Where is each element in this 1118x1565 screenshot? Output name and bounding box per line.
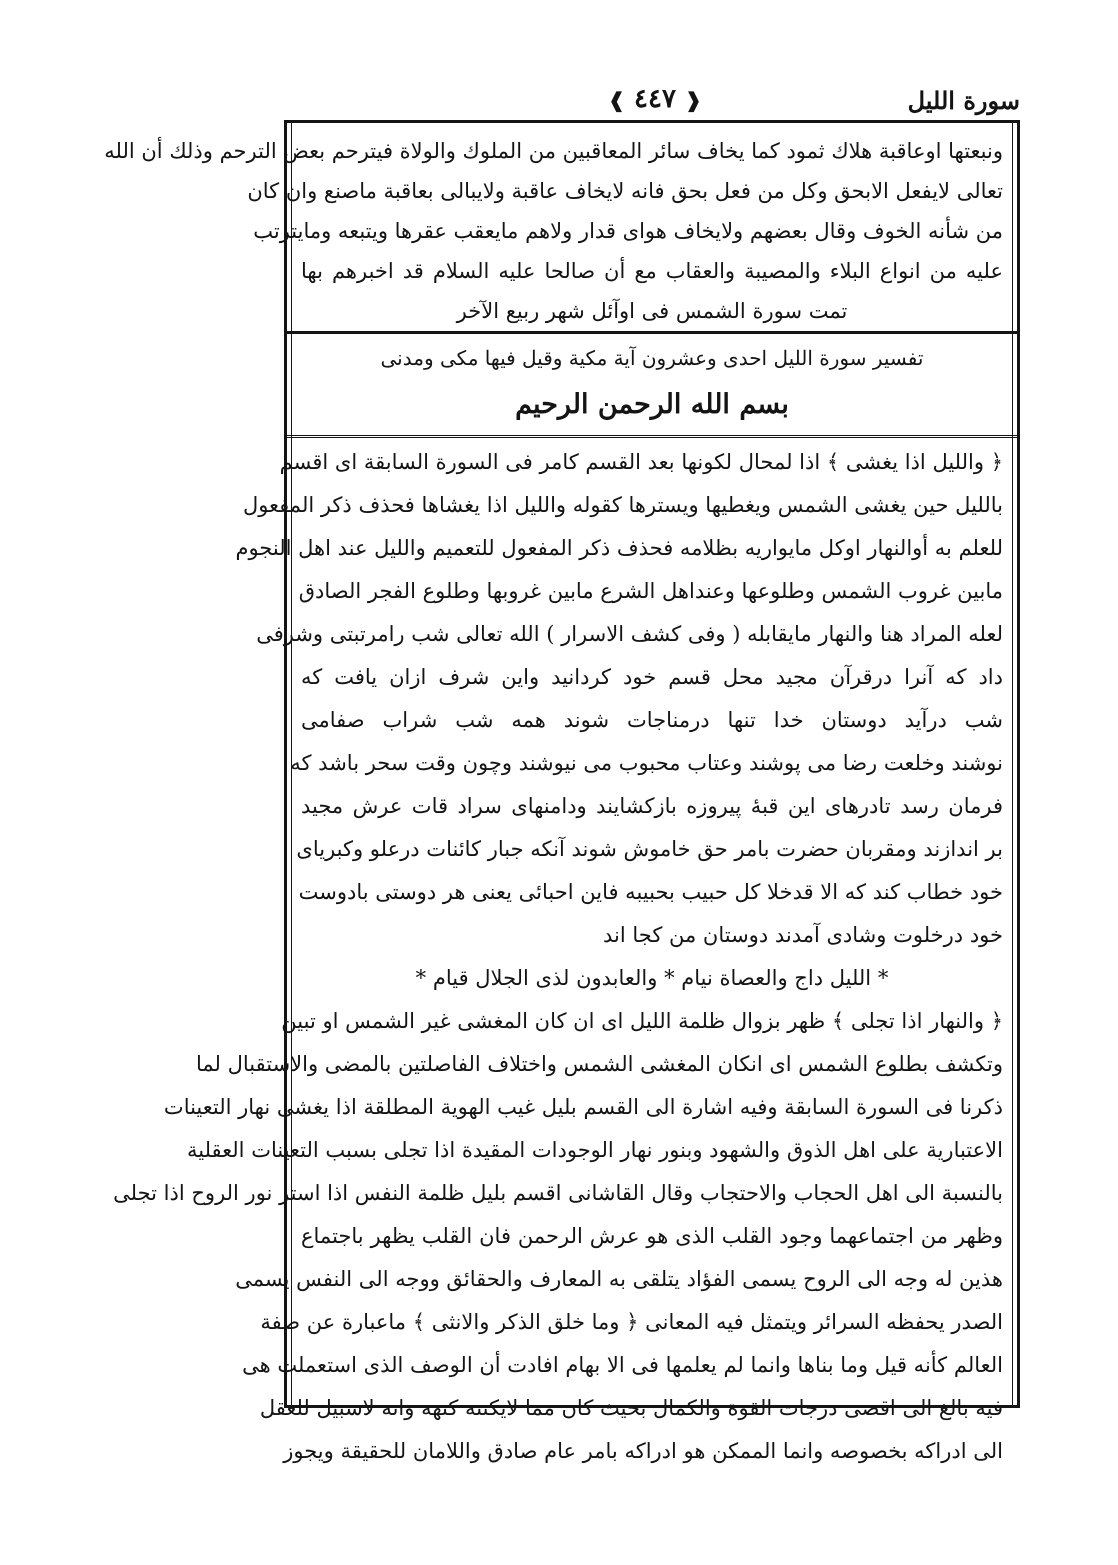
- text-line: لعله المراد هنا والنهار مايقابله ( وفى كشف الاسرار ) الله تعالى شب رامرتبتى وشرفى: [256, 622, 1003, 646]
- text-line: شب درآيد دوستان خدا تنها درمناجات شوند همه شب شراب صفامى: [301, 708, 1003, 732]
- section-previous-surah-ending: [104, 131, 1003, 331]
- text-line: فيه بالغ الى اقصى درجات القوة والكمال بحيث كان مما لايكتنه كنهه وانه لاسبيل للعقل: [259, 1396, 1003, 1420]
- text-line: ﴿ والنهار اذا تجلى ﴾ ظهر بزوال ظلمة الليل اى ان كان المغشى غير الشمس او تبين: [281, 1009, 1003, 1033]
- text-line: تعالى لايفعل الابحق وكل من فعل بحق فانه لايخاف عاقبة ولايبالى بعاقبة ماصنع وان كان: [247, 179, 1003, 203]
- running-head-surah-name: سورة الليل: [907, 86, 1020, 115]
- section-surah-title: [301, 337, 1003, 430]
- right-ornament-icon: ❱: [608, 88, 625, 112]
- text-line: نوشند وخلعت رضا مى پوشند وعتاب محبوب مى نيوشند وچون وقت سحر باشد كه: [290, 751, 1003, 775]
- text-line: هذين له وجه الى الروح يسمى الفؤاد يتلقى به المعارف والحقائق ووجه الى النفس يسمى: [235, 1267, 1003, 1291]
- text-line: عليه من انواع البلاء والمصيبة والعقاب مع أن صالحا عليه السلام قد اخبرهم بها: [301, 259, 1003, 283]
- text-line: بالليل حين يغشى الشمس ويغطيها ويسترها كقوله والليل اذا يغشاها فحذف ذكر المفعول: [242, 493, 1003, 517]
- text-line: ونبعتها اوعاقبة هلاك ثمود كما يخاف سائر المعاقبين من الملوك والولاة فيترحم بعض الترحم وذلك أن الله: [104, 139, 1003, 163]
- text-line: وظهر من اجتماعهما وجود القلب الذى هو عرش الرحمن فان القلب يظهر باجتماع: [301, 1224, 1003, 1248]
- text-line: داد كه آنرا درقرآن مجيد محل قسم خود كردانيد واين شرف ازان يافت كه: [301, 665, 1003, 689]
- basmala: بسم الله الرحمن الرحيم: [515, 389, 789, 420]
- text-line: للعلم به أوالنهار اوكل مايواريه بظلامه فحذف ذكر المفعول للتعميم والليل عند اهل النجوم: [235, 536, 1003, 560]
- text-line: فرمان رسد تادرهاى اين قبهٔ پيروزه بازكشايند ودامنهاى سراد قات عرش مجيد: [301, 794, 1003, 818]
- surah-heading: تفسير سورة الليل احدى وعشرون آية مكية وقيل فيها مكى ومدنى: [380, 346, 924, 370]
- page-number: [608, 84, 702, 114]
- text-frame: [104, 120, 1020, 1463]
- text-line: ذكرنا فى السورة السابقة وفيه اشارة الى القسم بليل غيب الهوية المطلقة اذا يغشى نهار التعينات: [163, 1095, 1003, 1119]
- poetry-verse: * الليل داج والعصاة نيام * والعابدون لذى الجلال قيام *: [415, 966, 889, 990]
- text-line: الصدر يحفظه السرائر ويتمثل فيه المعانى ﴿ وما خلق الذكر والانثى ﴾ ماعبارة عن صفة: [260, 1310, 1003, 1334]
- text-line: ﴿ والليل اذا يغشى ﴾ اذا لمحال لكونها بعد القسم كامر فى السورة السابقة اى اقسم: [279, 450, 1003, 474]
- text-line: وتكشف بطلوع الشمس اى انكان المغشى الشمس واختلاف الفاصلتين بالمضى والاستقبال لما: [196, 1052, 1003, 1076]
- text-line: العالم كأنه قيل وما بناها وانما لم يعلمها فى الا بهام افادت أن الوصف الذى استعملت هى: [242, 1353, 1003, 1377]
- text-line: بر اندازند ومقربان حضرت بامر حق خاموش شوند آنكه جبار كائنات درعلو وكبرياى: [296, 837, 1003, 861]
- closing-note: تمت سورة الشمس فى اوآئل شهر ربيع الآخر: [456, 299, 848, 323]
- page-header: [290, 84, 1020, 120]
- text-line: بالنسبة الى اهل الحجاب والاحتجاب وقال القاشانى اقسم بليل ظلمة النفس اذا استر نور الروح اذا تجلى: [113, 1181, 1003, 1205]
- text-line: الى ادراكه بخصوصه وانما الممكن هو ادراكه بامر عام صادق واللامان للحقيقة ويجوز: [283, 1439, 1003, 1463]
- text-line: مابين غروب الشمس وطلوعها وعنداهل الشرع مابين غروبها وطلوع الفجر الصادق: [298, 579, 1003, 603]
- section-commentary: [113, 441, 1003, 1473]
- left-ornament-icon: ❰: [685, 88, 702, 112]
- text-line: خود خطاب كند كه الا قدخلا كل حبيب بحبيبه فاين احبائى يعنى هر دوستى بادوست: [298, 880, 1003, 904]
- page-number-value: ٤٤٧: [634, 84, 676, 114]
- text-line: خود درخلوت وشادى آمدند دوستان من كجا اند: [603, 923, 1003, 947]
- text-line: من شأنه الخوف وقال بعضهم ولايخاف هواى قدار ولاهم مايعقب عقرها ويتبعه ومايترتب: [253, 219, 1003, 243]
- text-line: الاعتبارية على اهل الذوق والشهود وبنور نهار الوجودات المقيدة اذا تجلى بسبب التعينات العقلية: [186, 1138, 1003, 1162]
- divider: [287, 331, 1017, 334]
